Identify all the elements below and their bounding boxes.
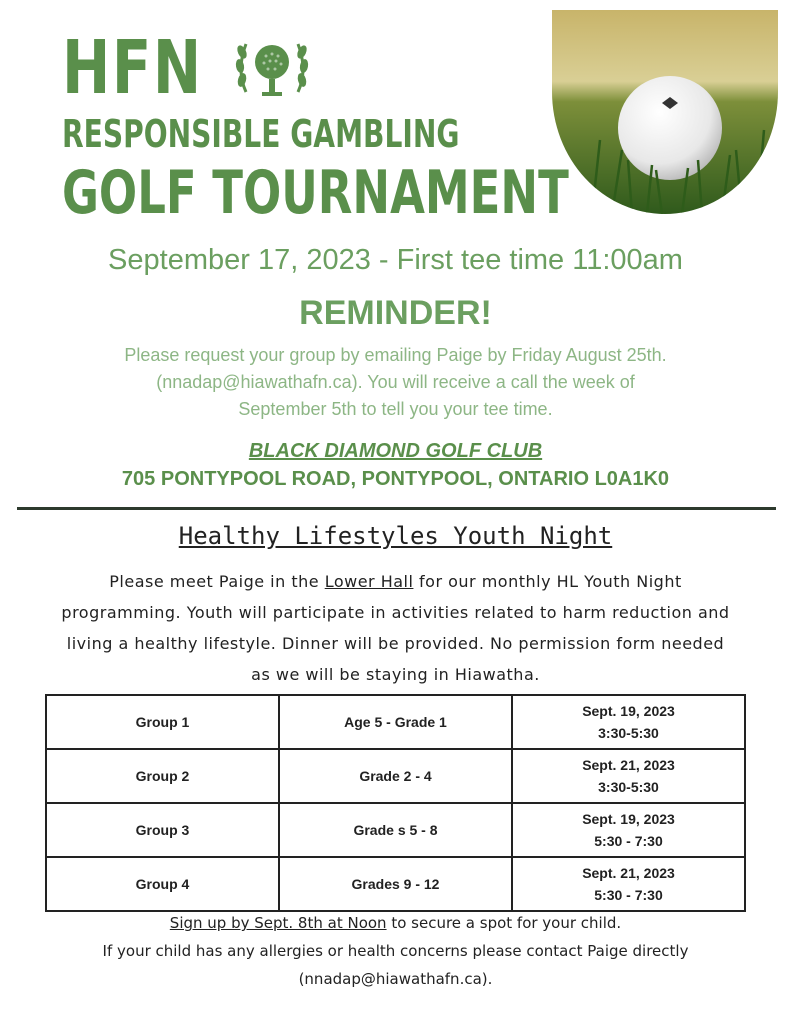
date-text: Sept. 19, 2023 [582,703,675,719]
group-cell: Group 1 [46,695,279,749]
subtitle-golf-tournament: GOLF TOURNAMENT [62,158,569,228]
time-text: 5:30 - 7:30 [594,887,663,903]
event-date: September 17, 2023 - First tee time 11:00am [108,244,683,276]
time-text: 5:30 - 7:30 [594,833,663,849]
youth-text-before: Please meet Paige in the [109,572,325,591]
signup-rest: to secure a spot for your child. [386,914,622,932]
datetime-cell [512,749,745,803]
request-line-1: Please request your group by emailing Paige by Friday August 25th. [124,345,667,365]
table-row [46,695,745,749]
golf-ball-laurel-icon [232,30,312,108]
time-text: 3:30-5:30 [598,725,659,741]
golf-ball-photo [552,10,778,214]
date-text: Sept. 21, 2023 [582,865,675,881]
grade-cell: Age 5 - Grade 1 [279,695,512,749]
grade-cell: Grades 9 - 12 [279,857,512,911]
grade-cell: Grade 2 - 4 [279,749,512,803]
youth-night-description [60,566,731,690]
datetime-cell [512,803,745,857]
group-cell: Group 2 [46,749,279,803]
youth-text-after: for our monthly HL Youth Night programming. Youth will participate in activities related to harm reduction and living a healthy lifestyle. Dinner will be provided. No permission form needed as we will be staying in Hiawatha. [61,572,730,684]
club-address: 705 PONTYPOOL ROAD, PONTYPOOL, ONTARIO L0A1K0 [121,468,670,490]
allergy-note: If your child has any allergies or health concerns please contact Paige directly [102,942,689,960]
table-row [46,803,745,857]
reminder-heading: REMINDER! [299,294,492,332]
signup-note [0,914,791,932]
contact-email: (nnadap@hiawathafn.ca). [298,970,493,988]
youth-night-title-text: Healthy Lifestyles Youth Night [178,522,613,550]
org-title: HFN [62,25,203,111]
date-text: Sept. 19, 2023 [582,811,675,827]
request-line-3: September 5th to tell you your tee time. [238,399,553,419]
request-text [40,342,751,423]
youth-night-title [0,522,791,550]
club-name [0,440,791,463]
table-row [46,857,745,911]
date-text: Sept. 21, 2023 [582,757,675,773]
youth-text-location: Lower Hall [324,572,414,591]
signup-deadline: Sign up by Sept. 8th at Noon [169,914,387,932]
subtitle-responsible-gambling: RESPONSIBLE GAMBLING [62,112,460,156]
schedule-table [45,694,746,912]
datetime-cell [512,857,745,911]
datetime-cell [512,695,745,749]
table-row [46,749,745,803]
club-name-text: BLACK DIAMOND GOLF CLUB [248,440,543,462]
grade-cell: Grade s 5 - 8 [279,803,512,857]
request-line-2: (nnadap@hiawathafn.ca). You will receive a call the week of [156,372,635,392]
group-cell: Group 4 [46,857,279,911]
time-text: 3:30-5:30 [598,779,659,795]
section-divider [17,507,776,510]
group-cell: Group 3 [46,803,279,857]
